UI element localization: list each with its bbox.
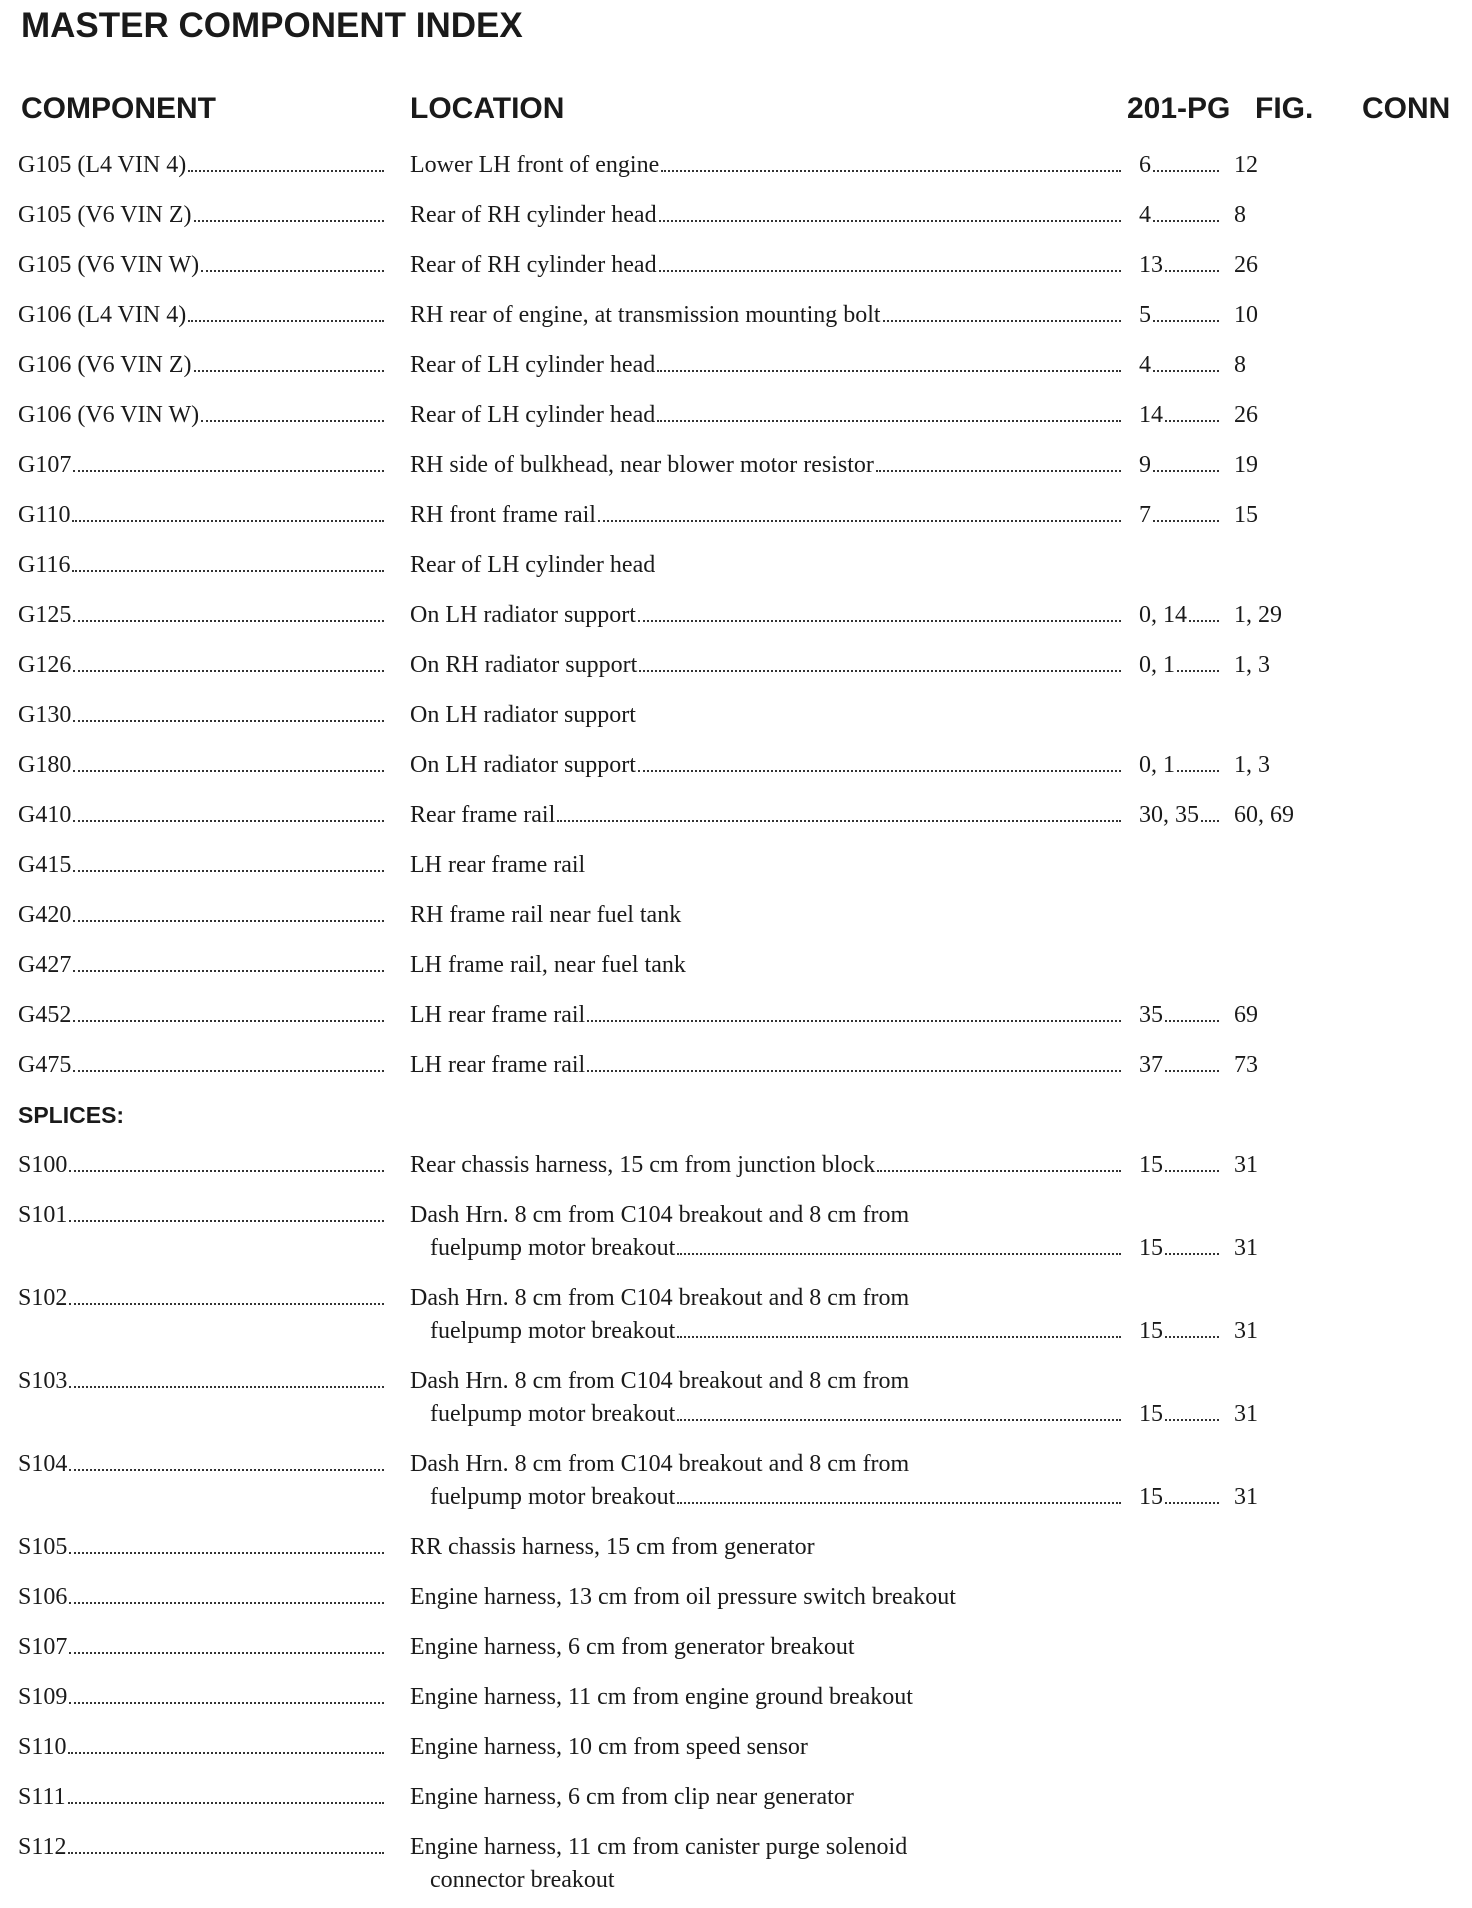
dot-leader [677, 1253, 1121, 1255]
dot-leader [587, 1020, 1121, 1022]
component-name: G110 [18, 502, 71, 528]
component-name: G475 [18, 1052, 72, 1078]
dot-leader [73, 870, 384, 872]
dot-leader [1165, 1336, 1219, 1338]
component-location-cont: fuelpump motor breakout [430, 1235, 676, 1261]
dot-leader [1165, 420, 1219, 422]
page-ref: 15 [1139, 1484, 1163, 1510]
component-name: S112 [18, 1834, 67, 1860]
component-location: Dash Hrn. 8 cm from C104 breakout and 8 cm from [410, 1285, 910, 1311]
page-ref: 7 [1139, 502, 1151, 528]
component-location-cont: fuelpump motor breakout [430, 1318, 676, 1344]
component-name: G415 [18, 852, 72, 878]
page-ref: 4 [1139, 202, 1151, 228]
dot-leader [1165, 1502, 1219, 1504]
dot-leader [188, 170, 384, 172]
dot-leader [677, 1419, 1121, 1421]
figure-ref: 15 [1234, 502, 1258, 528]
component-location: On LH radiator support [410, 602, 636, 628]
page-ref: 6 [1139, 152, 1151, 178]
page-ref: 14 [1139, 402, 1163, 428]
component-location: Engine harness, 13 cm from oil pressure switch breakout [410, 1584, 956, 1610]
component-location: Dash Hrn. 8 cm from C104 breakout and 8 cm from [410, 1202, 910, 1228]
component-location-cont: fuelpump motor breakout [430, 1484, 676, 1510]
page-ref: 15 [1139, 1318, 1163, 1344]
dot-leader [73, 820, 384, 822]
page-ref: 35 [1139, 1002, 1163, 1028]
dot-leader [657, 420, 1121, 422]
figure-ref: 26 [1234, 402, 1258, 428]
dot-leader [69, 1469, 384, 1471]
column-header-component: COMPONENT [21, 92, 216, 125]
component-name: G180 [18, 752, 72, 778]
dot-leader [638, 620, 1121, 622]
dot-leader [1153, 370, 1219, 372]
dot-leader [194, 370, 384, 372]
component-location: Engine harness, 11 cm from engine ground breakout [410, 1684, 913, 1710]
component-name: S103 [18, 1368, 68, 1394]
dot-leader [73, 670, 384, 672]
dot-leader [188, 320, 384, 322]
component-location: LH frame rail, near fuel tank [410, 952, 686, 978]
component-location: RH side of bulkhead, near blower motor resistor [410, 452, 874, 478]
dot-leader [598, 520, 1121, 522]
component-location: Engine harness, 6 cm from generator breakout [410, 1634, 855, 1660]
column-header-fig: FIG. [1255, 92, 1314, 125]
component-location: Rear frame rail [410, 802, 556, 828]
component-location: Engine harness, 10 cm from speed sensor [410, 1734, 808, 1760]
dot-leader [659, 270, 1121, 272]
dot-leader [587, 1070, 1121, 1072]
component-name: G106 (V6 VIN Z) [18, 352, 192, 378]
dot-leader [677, 1336, 1121, 1338]
dot-leader [1165, 1020, 1219, 1022]
component-name: S101 [18, 1202, 68, 1228]
column-header-location: LOCATION [410, 92, 565, 125]
dot-leader [1153, 320, 1219, 322]
figure-ref: 10 [1234, 302, 1258, 328]
column-header-conn: CONN [1362, 92, 1451, 125]
page-title: MASTER COMPONENT INDEX [21, 6, 523, 45]
component-location: LH rear frame rail [410, 1052, 586, 1078]
component-name: S111 [18, 1784, 66, 1810]
component-name: S106 [18, 1584, 68, 1610]
dot-leader [877, 1170, 1121, 1172]
component-name: G105 (V6 VIN W) [18, 252, 200, 278]
dot-leader [677, 1502, 1121, 1504]
figure-ref: 31 [1234, 1318, 1258, 1344]
page-ref: 30, 35 [1139, 802, 1199, 828]
component-location: Rear of LH cylinder head [410, 402, 656, 428]
page-ref: 15 [1139, 1152, 1163, 1178]
figure-ref: 1, 3 [1234, 652, 1270, 678]
figure-ref: 31 [1234, 1401, 1258, 1427]
page-ref: 9 [1139, 452, 1151, 478]
component-name: S110 [18, 1734, 67, 1760]
dot-leader [72, 520, 384, 522]
component-name: G452 [18, 1002, 72, 1028]
component-location: RH rear of engine, at transmission mounting bolt [410, 302, 881, 328]
dot-leader [1153, 470, 1219, 472]
component-location: On LH radiator support [410, 752, 636, 778]
dot-leader [1165, 1170, 1219, 1172]
component-name: G427 [18, 952, 72, 978]
component-location: Rear of LH cylinder head [410, 552, 656, 578]
page-ref: 0, 1 [1139, 752, 1175, 778]
dot-leader [68, 1852, 384, 1854]
figure-ref: 73 [1234, 1052, 1258, 1078]
dot-leader [73, 620, 384, 622]
dot-leader [69, 1303, 384, 1305]
dot-leader [73, 1070, 384, 1072]
dot-leader [876, 470, 1121, 472]
component-location: Rear chassis harness, 15 cm from junction block [410, 1152, 876, 1178]
dot-leader [557, 820, 1121, 822]
component-name: G116 [18, 552, 71, 578]
dot-leader [1165, 1070, 1219, 1072]
figure-ref: 31 [1234, 1235, 1258, 1261]
dot-leader [657, 370, 1121, 372]
component-location: Engine harness, 11 cm from canister purge solenoid [410, 1834, 908, 1860]
dot-leader [73, 920, 384, 922]
component-name: G410 [18, 802, 72, 828]
dot-leader [69, 1220, 384, 1222]
component-location: RH front frame rail [410, 502, 596, 528]
figure-ref: 69 [1234, 1002, 1258, 1028]
page-ref: 13 [1139, 252, 1163, 278]
page-ref: 4 [1139, 352, 1151, 378]
dot-leader [69, 1386, 384, 1388]
component-location: LH rear frame rail [410, 1002, 586, 1028]
dot-leader [1153, 520, 1219, 522]
component-name: G106 (L4 VIN 4) [18, 302, 187, 328]
component-name: G105 (V6 VIN Z) [18, 202, 192, 228]
figure-ref: 8 [1234, 202, 1246, 228]
dot-leader [73, 970, 384, 972]
dot-leader [883, 320, 1121, 322]
dot-leader [68, 1752, 384, 1754]
figure-ref: 8 [1234, 352, 1246, 378]
component-location-cont: connector breakout [430, 1867, 615, 1893]
dot-leader [661, 170, 1121, 172]
component-location: Rear of RH cylinder head [410, 202, 657, 228]
dot-leader [1153, 220, 1219, 222]
dot-leader [1165, 1419, 1219, 1421]
component-name: G106 (V6 VIN W) [18, 402, 200, 428]
section-heading-splices: SPLICES: [18, 1102, 125, 1128]
component-location: Lower LH front of engine [410, 152, 660, 178]
component-name: G107 [18, 452, 72, 478]
component-location: On RH radiator support [410, 652, 638, 678]
page-ref: 5 [1139, 302, 1151, 328]
dot-leader [69, 1552, 384, 1554]
figure-ref: 1, 3 [1234, 752, 1270, 778]
dot-leader [194, 220, 384, 222]
dot-leader [1153, 170, 1219, 172]
page-ref: 0, 14 [1139, 602, 1187, 628]
page-ref: 15 [1139, 1235, 1163, 1261]
component-name: G130 [18, 702, 72, 728]
dot-leader [69, 1602, 384, 1604]
dot-leader [639, 670, 1121, 672]
dot-leader [73, 470, 384, 472]
dot-leader [73, 720, 384, 722]
component-location: RH frame rail near fuel tank [410, 902, 682, 928]
component-location: On LH radiator support [410, 702, 636, 728]
component-name: G420 [18, 902, 72, 928]
component-location: Engine harness, 6 cm from clip near generator [410, 1784, 854, 1810]
component-name: G126 [18, 652, 72, 678]
component-name: G105 (L4 VIN 4) [18, 152, 187, 178]
component-name: S102 [18, 1285, 68, 1311]
dot-leader [1177, 670, 1219, 672]
dot-leader [1189, 620, 1219, 622]
dot-leader [73, 1020, 384, 1022]
dot-leader [69, 1170, 384, 1172]
page-ref: 0, 1 [1139, 652, 1175, 678]
figure-ref: 31 [1234, 1152, 1258, 1178]
component-location: Rear of LH cylinder head [410, 352, 656, 378]
figure-ref: 31 [1234, 1484, 1258, 1510]
component-location: Dash Hrn. 8 cm from C104 breakout and 8 cm from [410, 1451, 910, 1477]
figure-ref: 12 [1234, 152, 1258, 178]
component-name: G125 [18, 602, 72, 628]
component-location: Rear of RH cylinder head [410, 252, 657, 278]
page-ref: 15 [1139, 1401, 1163, 1427]
component-location-cont: fuelpump motor breakout [430, 1401, 676, 1427]
dot-leader [1165, 1253, 1219, 1255]
component-name: S104 [18, 1451, 68, 1477]
column-header-page: 201-PG [1127, 92, 1231, 125]
figure-ref: 1, 29 [1234, 602, 1282, 628]
figure-ref: 19 [1234, 452, 1258, 478]
component-name: S105 [18, 1534, 68, 1560]
component-name: S100 [18, 1152, 68, 1178]
dot-leader [73, 770, 384, 772]
component-location: LH rear frame rail [410, 852, 586, 878]
component-location: Dash Hrn. 8 cm from C104 breakout and 8 cm from [410, 1368, 910, 1394]
dot-leader [68, 1802, 384, 1804]
dot-leader [201, 270, 384, 272]
component-name: S107 [18, 1634, 68, 1660]
component-location: RR chassis harness, 15 cm from generator [410, 1534, 815, 1560]
dot-leader [201, 420, 384, 422]
dot-leader [1201, 820, 1219, 822]
dot-leader [69, 1652, 384, 1654]
dot-leader [659, 220, 1121, 222]
dot-leader [72, 570, 384, 572]
figure-ref: 26 [1234, 252, 1258, 278]
dot-leader [1177, 770, 1219, 772]
dot-leader [69, 1702, 384, 1704]
dot-leader [638, 770, 1121, 772]
page-ref: 37 [1139, 1052, 1163, 1078]
component-name: S109 [18, 1684, 68, 1710]
figure-ref: 60, 69 [1234, 802, 1294, 828]
dot-leader [1165, 270, 1219, 272]
